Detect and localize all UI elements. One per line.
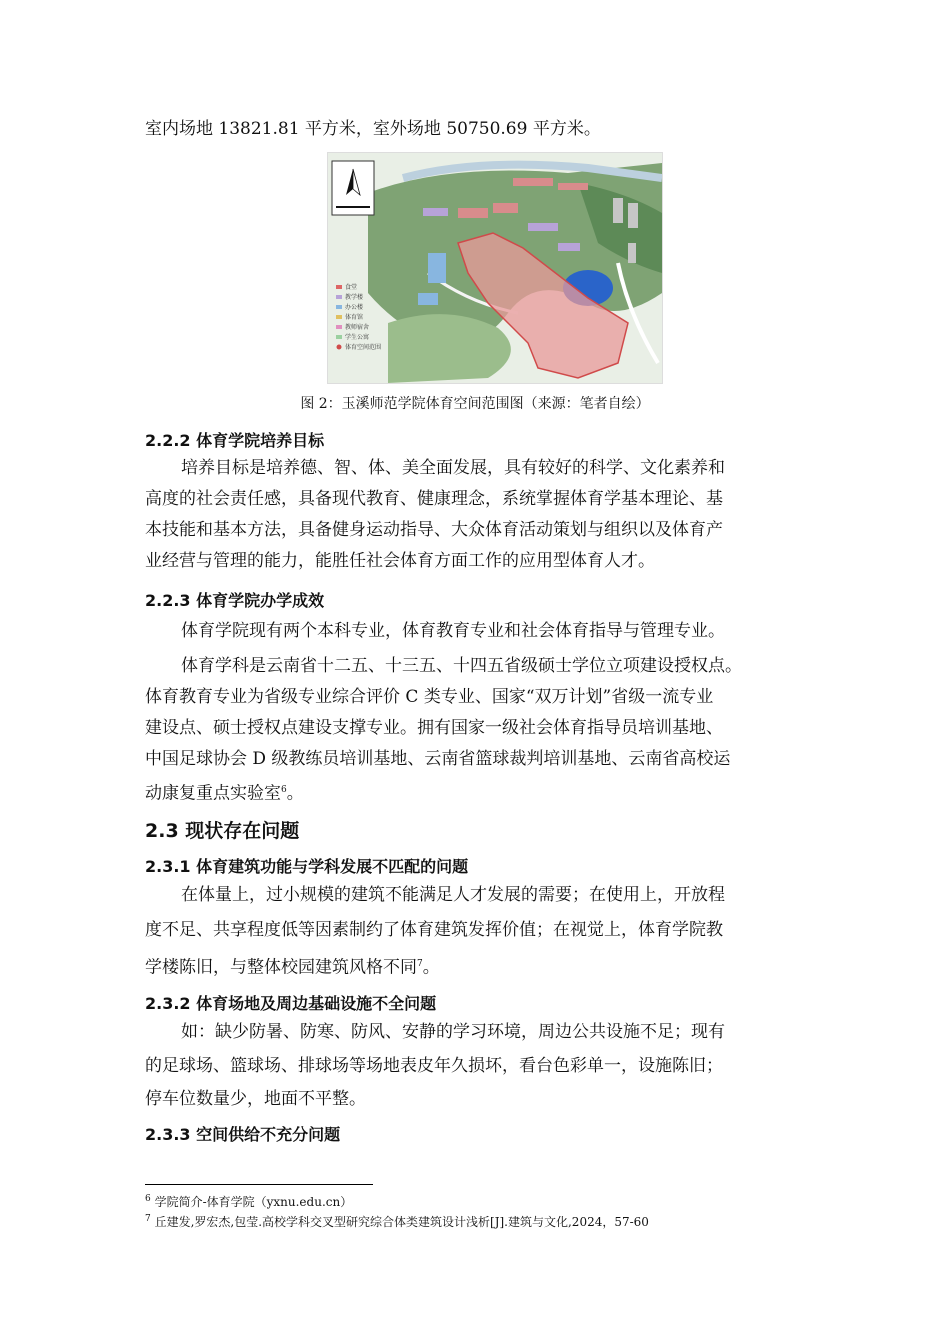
footnote-ref: 6 (281, 785, 287, 795)
text-line: 培养目标是培养德、智、体、美全面发展，具有较好的科学、文化素养和 (181, 458, 725, 478)
heading-2-3-2: 2.3.2 体育场地及周边基础设施不全问题 (145, 994, 437, 1013)
text-line: 如：缺少防暑、防寒、防风、安静的学习环境，周边公共设施不足；现有 (181, 1022, 725, 1042)
legend-office: 办公楼 (345, 304, 364, 311)
heading-2-2-3: 2.2.3 体育学院办学成效 (145, 591, 325, 610)
text-line: 停车位数量少，地面不平整。 (145, 1089, 366, 1109)
campus-map-figure (327, 152, 663, 384)
heading-2-2-2: 2.2.2 体育学院培养目标 (145, 431, 325, 450)
legend-student-apt: 学生公寓 (345, 334, 370, 341)
text-line: 在体量上，过小规模的建筑不能满足人才发展的需要；在使用上，开放程 (181, 885, 725, 905)
text-line: 建设点、硕士授权点建设支撑专业。拥有国家一级社会体育指导员培训基地、 (145, 718, 723, 738)
heading-2-3: 2.3 现状存在问题 (145, 820, 300, 842)
text-line: 高度的社会责任感，具备现代教育、健康理念，系统掌握体育学基本理论、基 (145, 489, 723, 509)
footnote-ref: 7 (417, 959, 423, 969)
text-line: 体育学院现有两个本科专业，体育教育专业和社会体育指导与管理专业。 (181, 621, 725, 641)
footnote-6: $^6$ 学院简介-体育学院（yxnu.edu.cn） (145, 1194, 353, 1209)
legend-canteen: 食堂 (345, 284, 358, 291)
text-line-content: 动康复重点实验室 (145, 783, 281, 804)
legend-teaching: 教学楼 (345, 294, 364, 301)
figure-caption: 图 2：玉溪师范学院体育空间范围图（来源：笔者自绘） (300, 396, 650, 412)
text-line: 本技能和基本方法，具备健身运动指导、大众体育活动策划与组织以及体育产 (145, 520, 723, 540)
footnote-divider (145, 1184, 373, 1185)
text-line: 动康复重点实验室$^6$。 (145, 783, 304, 804)
text-line: 度不足、共享程度低等因素制约了体育建筑发挥价值；在视觉上，体育学院教 (145, 920, 723, 940)
legend-gym: 体育馆 (345, 314, 364, 321)
footnote-7: $^7$ 丘建发,罗宏杰,包莹.高校学科交叉型研究综合体类建筑设计浅析[J].建筑与文化,2024，57-60 (145, 1214, 649, 1229)
heading-2-3-1: 2.3.1 体育建筑功能与学科发展不匹配的问题 (145, 857, 469, 876)
text-line: 业经营与管理的能力，能胜任社会体育方面工作的应用型体育人才。 (145, 551, 655, 571)
text-line: 的足球场、篮球场、排球场等场地表皮年久损坏，看台色彩单一，设施陈旧； (145, 1056, 723, 1076)
text-line: 体育学科是云南省十二五、十三五、十四五省级硕士学位立项建设授权点。 (181, 656, 742, 676)
text-line-content: 学楼陈旧，与整体校园建筑风格不同 (145, 957, 417, 978)
legend-sports-area: 体育空间范围 (345, 344, 382, 351)
text-line: 学楼陈旧，与整体校园建筑风格不同$^7$。 (145, 957, 440, 978)
text-line: 体育教育专业为省级专业综合评价 C 类专业、国家“双万计划”省级一流专业 (145, 687, 714, 707)
legend-staff-dorm: 教师宿舍 (345, 324, 370, 331)
text-line: 中国足球协会 D 级教练员培训基地、云南省篮球裁判培训基地、云南省高校运 (145, 749, 731, 769)
heading-2-3-3: 2.3.3 空间供给不充分问题 (145, 1125, 341, 1144)
intro-line: 室内场地 13821.81 平方米，室外场地 50750.69 平方米。 (145, 119, 601, 139)
